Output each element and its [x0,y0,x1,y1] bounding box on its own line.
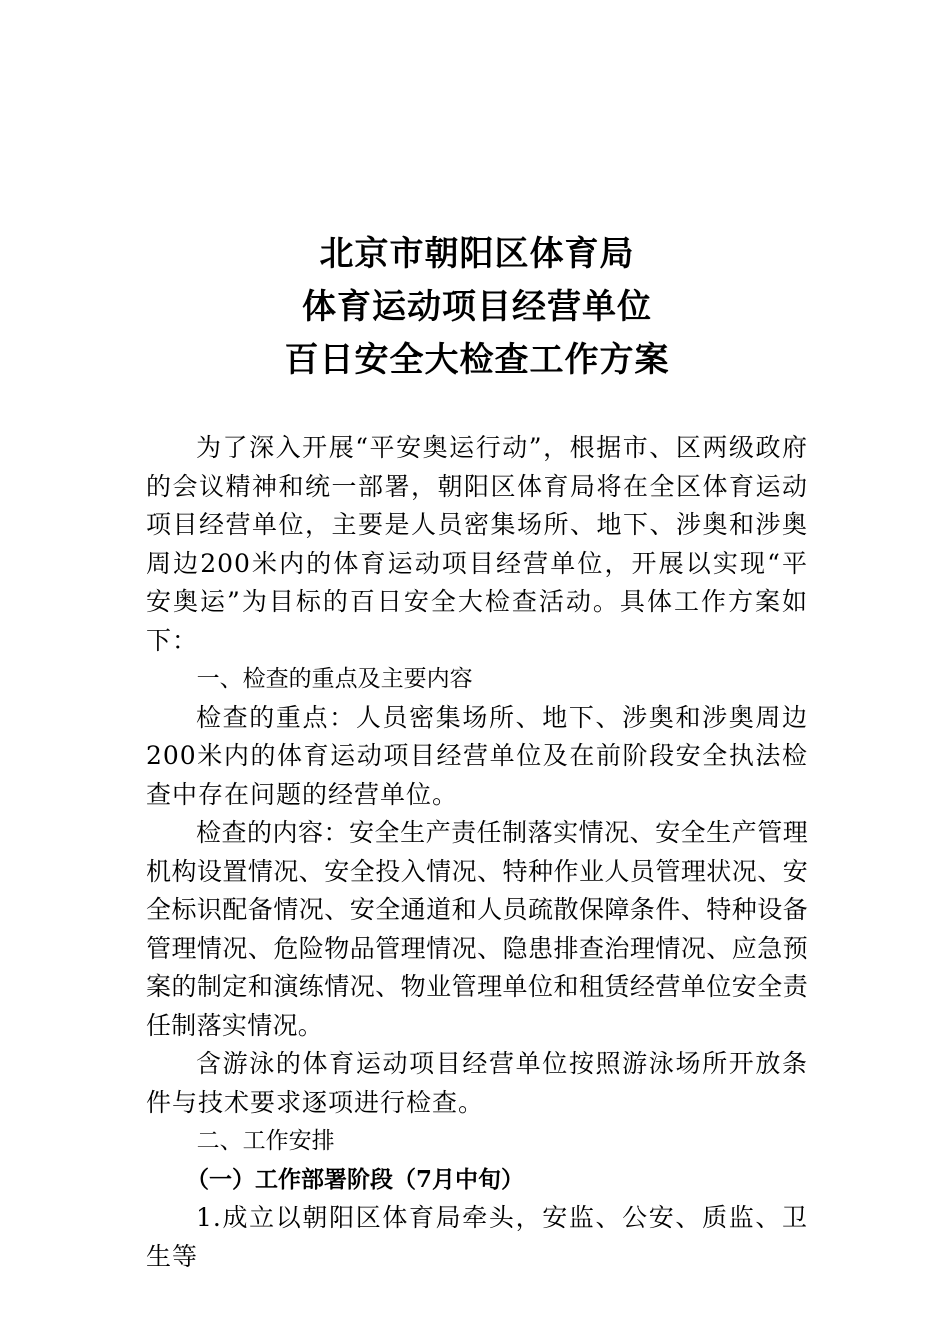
swimming-paragraph: 含游泳的体育运动项目经营单位按照游泳场所开放条件与技术要求逐项进行检查。 [146,1049,808,1117]
document-title [146,228,808,387]
title-line-2: 体育运动项目经营单位 [302,287,652,327]
section-heading-inspection: 一、检查的重点及主要内容 [196,666,473,692]
section-heading-arrangement: 二、工作安排 [196,1128,335,1154]
list-item-1: 1.成立以朝阳区体育局牵头，安监、公安、质监、卫生等 [146,1203,808,1271]
inspection-focus-paragraph: 检查的重点：人员密集场所、地下、涉奥和涉奥周边200米内的体育运动项目经营单位及在前阶段安全执法检查中存在问题的经营单位。 [146,702,808,809]
intro-paragraph: 为了深入开展“平安奥运行动”，根据市、区两级政府的会议精神和统一部署，朝阳区体育局将在全区体育运动项目经营单位，主要是人员密集场所、地下、涉奥和涉奥周边200米内的体育运动项目经营单位，开展以实现“平安奥运”为目标的百日安全大检查活动。具体工作方案如下： [146,433,808,655]
subsection-heading-deployment: （一）工作部署阶段（7月中旬） [186,1165,525,1193]
title-line-3: 百日安全大检查工作方案 [284,340,670,380]
title-line-1: 北京市朝阳区体育局 [319,234,635,274]
inspection-content-paragraph: 检查的内容：安全生产责任制落实情况、安全生产管理机构设置情况、安全投入情况、特种作业人员管理状况、安全标识配备情况、安全通道和人员疏散保障条件、特种设备管理情况、危险物品管理情况、隐患排查治理情况、应急预案的制定和演练情况、物业管理单位和租赁经营单位安全责任制落实情况。 [146,818,808,1040]
